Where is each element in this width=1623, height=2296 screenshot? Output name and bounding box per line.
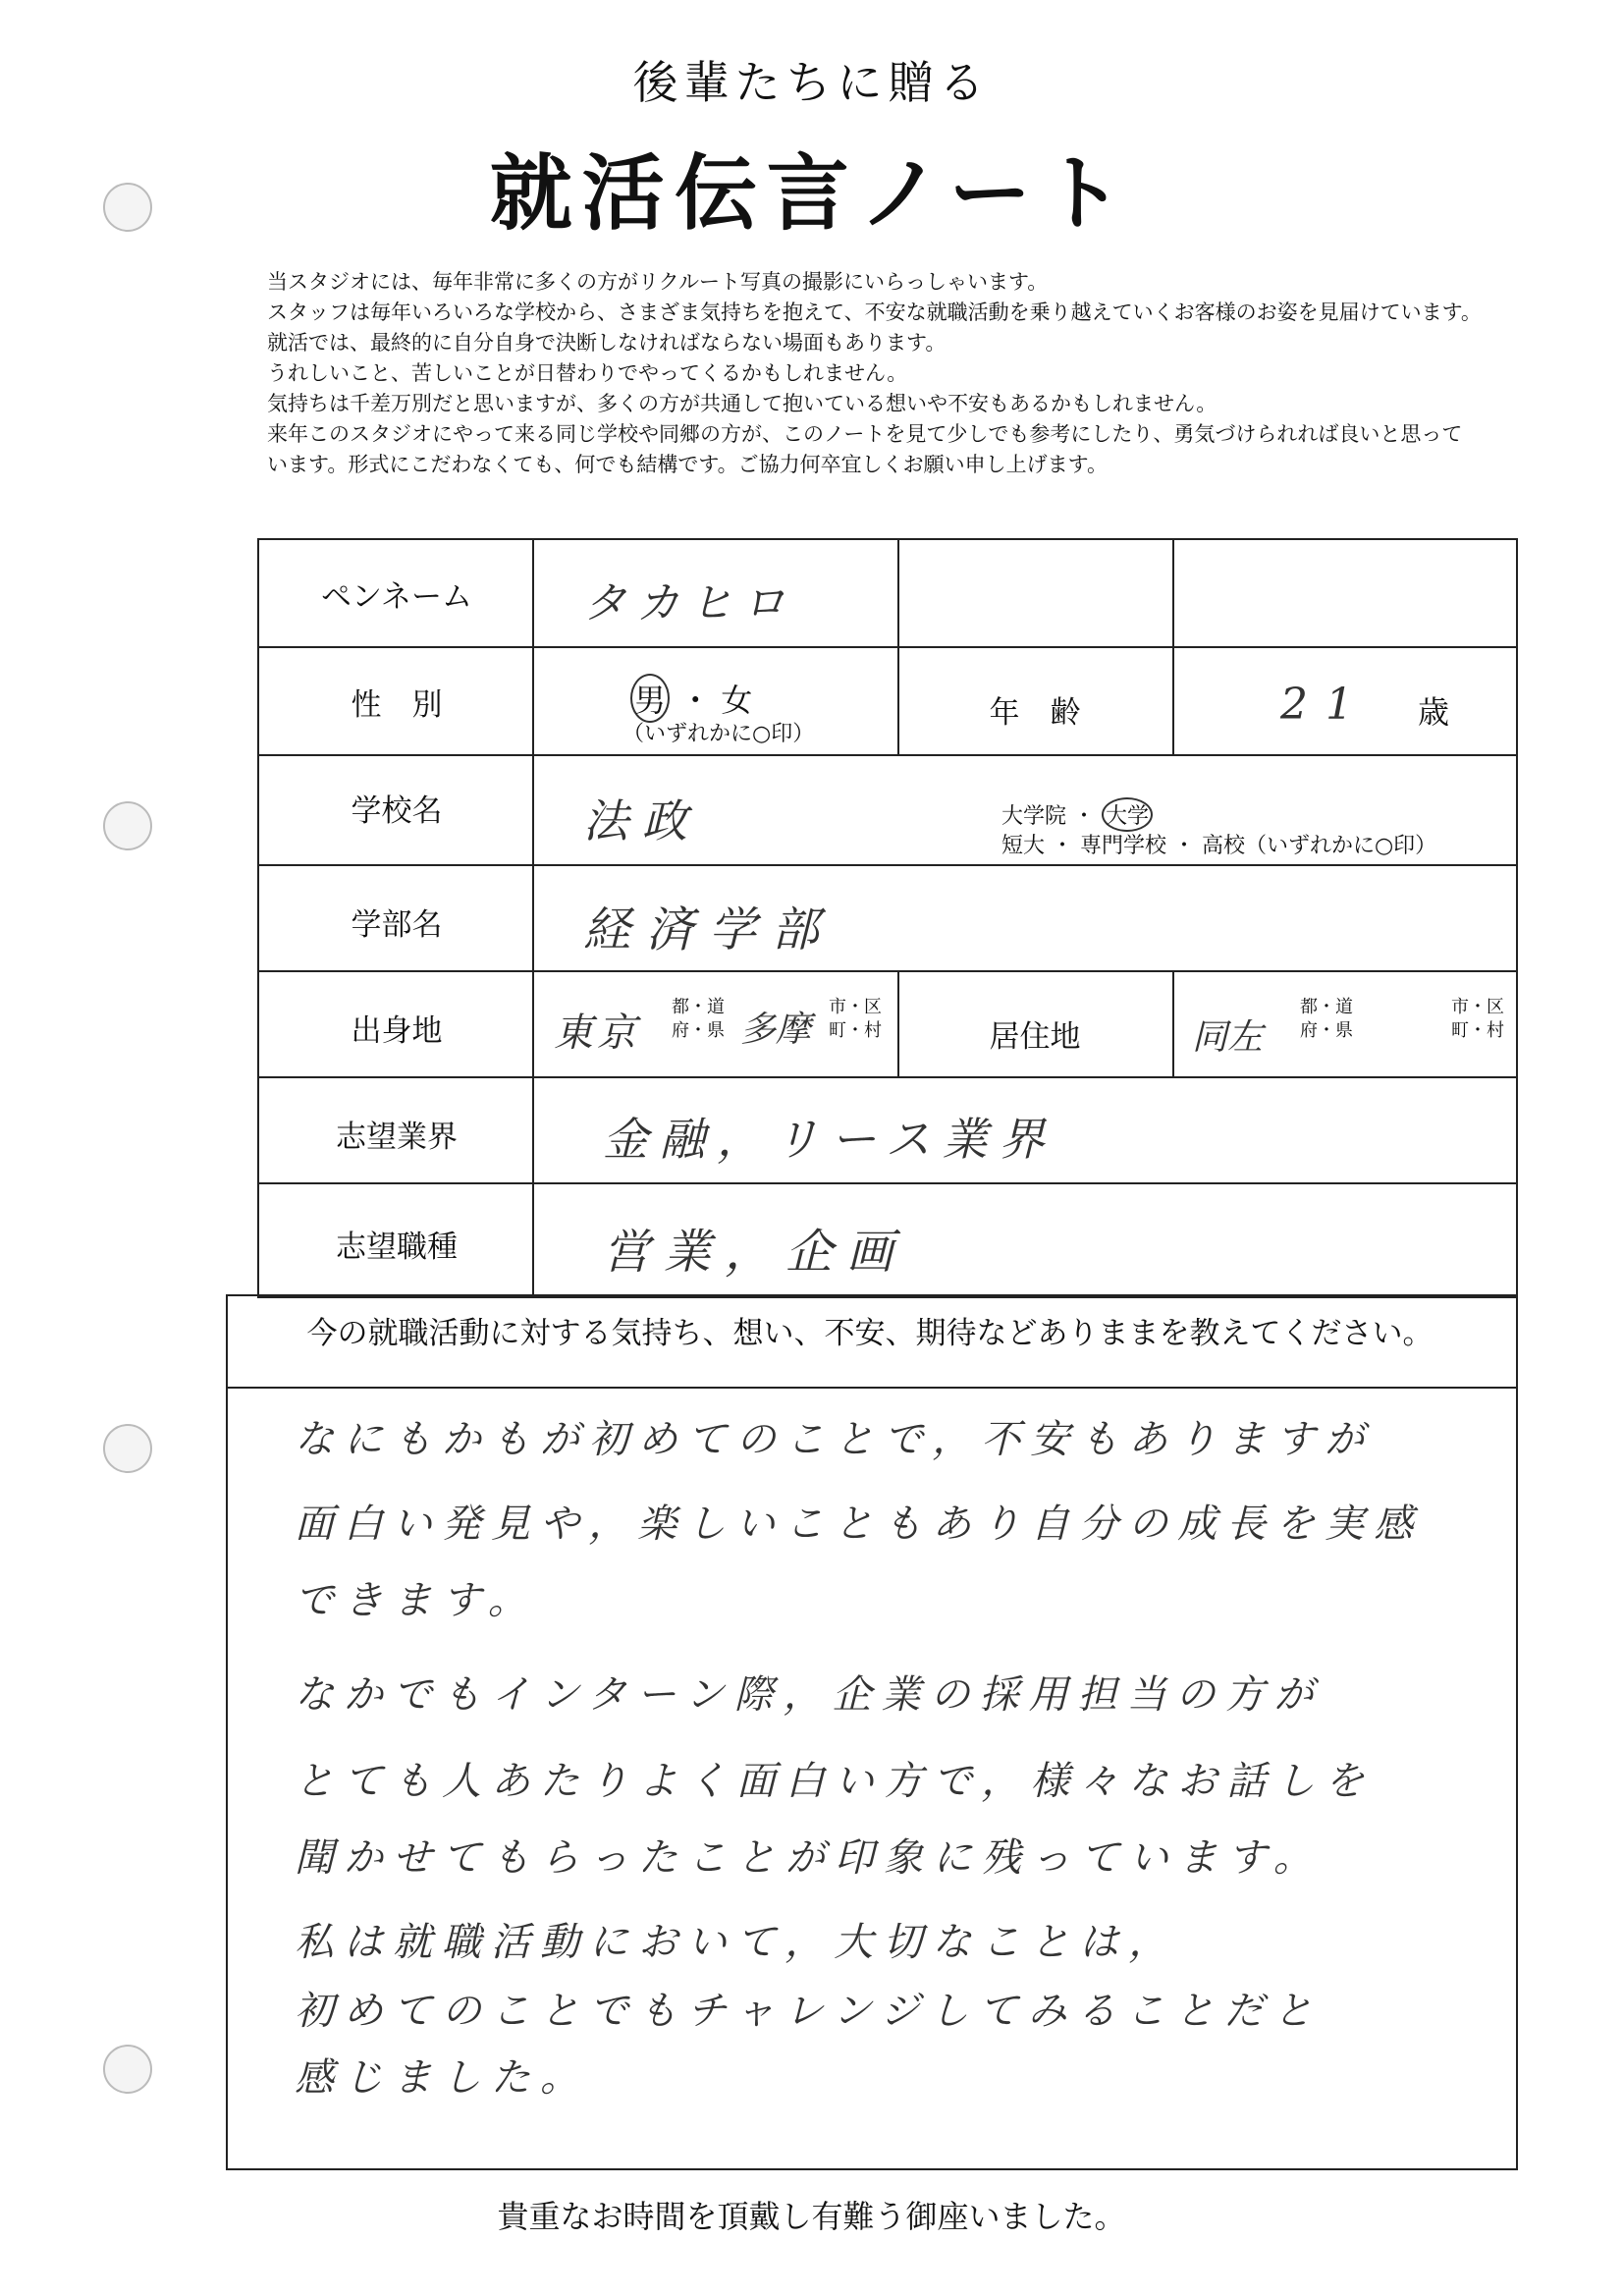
- faculty-value[interactable]: 経済学部: [583, 902, 836, 957]
- residence-pref-unit-1: 都・道: [1300, 997, 1353, 1017]
- hometown-pref-unit-2: 府・県: [672, 1020, 725, 1041]
- intro-line: うれしいこと、苦しいことが日替わりでやってくるかもしれません。: [267, 361, 908, 385]
- hometown-city-unit: [829, 996, 882, 1043]
- free-response-question: 今の就職活動に対する気持ち、想い、不安、期待などありままを教えてください。: [306, 1316, 1434, 1351]
- intro-line: います。形式にこだわなくても、何でも結構です。ご協力何卒宜しくお願い申し上げます。: [267, 453, 1108, 476]
- residence-label: 居住地: [989, 1019, 1081, 1055]
- industry-value[interactable]: 金融，リース業界: [603, 1113, 1056, 1166]
- answer-line[interactable]: 聞かせてもらったことが印象に残っています。: [295, 1835, 1323, 1881]
- age-value[interactable]: 21: [1280, 680, 1371, 730]
- col-divider: [1172, 970, 1174, 1076]
- gender-male[interactable]: 男: [630, 674, 670, 723]
- intro-text: [267, 267, 1602, 480]
- age-unit: 歳: [1418, 693, 1450, 731]
- hometown-pref-value[interactable]: 東京: [554, 1011, 640, 1056]
- answer-line[interactable]: できます。: [295, 1578, 537, 1623]
- row-divider: [259, 754, 1516, 756]
- gender-options[interactable]: [630, 674, 752, 723]
- school-type-line2: 短大 ・ 専門学校 ・ 高校（いずれかに○印）: [1001, 834, 1437, 858]
- row-divider: [259, 864, 1516, 866]
- intro-line: 就活では、最終的に自分自身で決断しなければならない場面もあります。: [267, 331, 947, 355]
- answer-line[interactable]: 面白い発見や，楽しいこともあり自分の成長を実感: [295, 1502, 1424, 1547]
- answer-line[interactable]: とても人あたりよく面白い方で，様々なお話しを: [295, 1759, 1375, 1804]
- page-subtitle: 後輩たちに贈る: [632, 56, 991, 109]
- question-divider: [228, 1387, 1516, 1389]
- row-divider: [259, 1182, 1516, 1184]
- answer-line[interactable]: 感じました。: [295, 2055, 589, 2101]
- hometown-city-unit-2: 町・村: [829, 1020, 882, 1041]
- answer-line[interactable]: 私は就職活動において，大切なことは，: [295, 1920, 1178, 1965]
- answer-line[interactable]: 初めてのことでもチャレンジしてみることだと: [295, 1989, 1323, 2034]
- school-type-university[interactable]: 大学: [1102, 797, 1153, 832]
- intro-line: スタッフは毎年いろいろな学校から、さまざま気持ちを抱えて、不安な就職活動を乗り越えていくお客様のお姿を見届けています。: [267, 301, 1482, 324]
- row-divider: [259, 970, 1516, 972]
- hometown-city-value[interactable]: 多摩: [740, 1010, 812, 1050]
- pen-name-value[interactable]: タカヒロ: [583, 578, 795, 629]
- binder-hole-2: [103, 801, 152, 850]
- residence-city-unit-2: 町・村: [1451, 1020, 1504, 1041]
- residence-pref-value[interactable]: 同左: [1192, 1017, 1264, 1058]
- school-type-graduate[interactable]: 大学院: [1001, 804, 1067, 829]
- faculty-label: 学部名: [351, 907, 443, 943]
- pen-name-label: ペンネーム: [320, 579, 473, 615]
- footer-thanks: 貴重なお時間を頂戴し有難う御座いました。: [497, 2198, 1126, 2235]
- residence-city-unit-1: 市・区: [1451, 997, 1504, 1017]
- row-divider: [259, 1076, 1516, 1078]
- residence-pref-unit-2: 府・県: [1300, 1020, 1353, 1041]
- gender-note: （いずれかに○印）: [622, 722, 815, 746]
- hometown-city-unit-1: 市・区: [829, 997, 882, 1017]
- binder-hole-3: [103, 1424, 152, 1473]
- school-type-line1: [1001, 797, 1153, 832]
- answer-line[interactable]: なかでもインターン際，企業の採用担当の方が: [295, 1672, 1324, 1718]
- profile-form: [257, 538, 1518, 1298]
- gender-female[interactable]: 女: [721, 682, 753, 719]
- job-value[interactable]: 営業，企画: [603, 1225, 908, 1280]
- residence-pref-unit: [1300, 996, 1353, 1043]
- gender-separator: ・: [679, 682, 712, 719]
- school-type-separator: ・: [1073, 804, 1096, 829]
- binder-hole-4: [103, 2045, 152, 2094]
- gender-label: 性 別: [351, 687, 443, 723]
- industry-label: 志望業界: [336, 1120, 458, 1155]
- row-divider: [259, 646, 1516, 648]
- residence-city-unit: [1451, 996, 1504, 1043]
- intro-line: 当スタジオには、毎年非常に多くの方がリクルート写真の撮影にいらっしゃいます。: [267, 270, 1049, 294]
- age-label: 年 齢: [989, 695, 1081, 731]
- hometown-pref-unit: [672, 996, 725, 1043]
- job-label: 志望職種: [336, 1230, 458, 1265]
- hometown-label: 出身地: [351, 1013, 443, 1049]
- answer-line[interactable]: なにもかもが初めてのことで，不安もありますが: [295, 1417, 1375, 1462]
- page-title: 就活伝言ノート: [489, 145, 1134, 242]
- hometown-pref-unit-1: 都・道: [672, 997, 725, 1017]
- school-label: 学校名: [351, 793, 443, 829]
- col-divider: [1172, 540, 1174, 754]
- school-value[interactable]: 法政: [583, 794, 701, 847]
- intro-line: 気持ちは千差万別だと思いますが、多くの方が共通して抱いている想いや不安もあるかもしれません。: [267, 392, 1217, 415]
- intro-line: 来年このスタジオにやって来る同じ学校や同郷の方が、このノートを見て少しでも参考にしたり、勇気づけられれば良いと思って: [267, 422, 1463, 446]
